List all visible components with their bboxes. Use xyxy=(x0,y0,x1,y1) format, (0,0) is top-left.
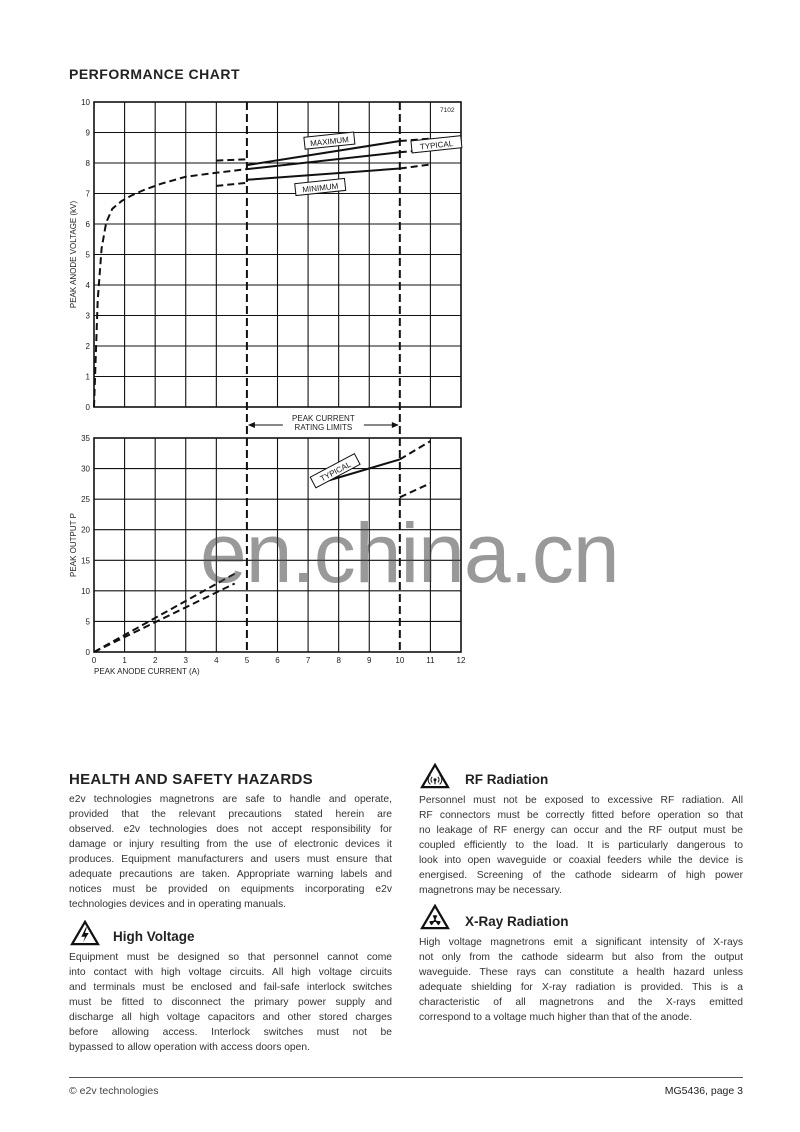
text-line: look into open waveguide or coaxial feeders while the device is xyxy=(419,855,743,866)
text-line: coupled efficiently to the load. It is particularly dangerous to xyxy=(419,840,743,851)
text-line: characteristic of all magnetrons and the X-rays emitted xyxy=(419,997,743,1008)
x-tick-label: 8 xyxy=(336,656,341,665)
y-tick-label: 10 xyxy=(81,586,90,596)
y-tick-label: 0 xyxy=(85,403,90,412)
label-maximum xyxy=(304,132,355,149)
y-axis-label: PEAK OUTPUT P xyxy=(69,513,78,577)
text-line: energised. Screening of the cathode sidearm of high power xyxy=(419,870,743,881)
page-title: PERFORMANCE CHART xyxy=(69,66,241,82)
rf-radiation-warning-icon xyxy=(419,763,451,789)
rating-limits-label: RATING LIMITS xyxy=(294,423,353,432)
text-line: Equipment must be designed so that personnel cannot come xyxy=(69,952,392,963)
text-line: Personnel must not be exposed to excessive RF radiation. All xyxy=(419,795,743,806)
x-tick-label: 11 xyxy=(426,656,435,665)
xray-radiation-heading: X-Ray Radiation xyxy=(465,914,569,929)
xray-radiation-warning-icon xyxy=(419,904,451,930)
series-label: TYPICAL xyxy=(419,139,454,152)
x-axis-label: PEAK ANODE CURRENT (A) xyxy=(94,667,200,676)
label-typical-power xyxy=(310,454,360,488)
x-tick-label: 0 xyxy=(91,656,97,665)
watermark: en.china.cn xyxy=(200,506,619,600)
text-line: and terminals must be enclosed and fail-safe interlock switches xyxy=(69,982,392,993)
series-extension xyxy=(400,441,431,459)
rating-limits-label: PEAK CURRENT xyxy=(292,414,355,423)
series-extension xyxy=(216,159,247,160)
x-tick-label: 5 xyxy=(244,656,250,665)
x-tick-label: 6 xyxy=(275,656,280,665)
text-line: magnetrons may be necessary. xyxy=(419,885,562,896)
text-line: before allowing access. Interlock switches must not be xyxy=(69,1027,392,1038)
y-tick-label: 15 xyxy=(81,556,90,566)
rf-radiation-text xyxy=(419,793,743,898)
text-line: bypassed to allow operation with access doors open. xyxy=(69,1042,310,1053)
text-line: into contact with high voltage circuits. All high voltage circuits xyxy=(69,967,392,978)
series-extension xyxy=(216,183,247,186)
y-tick-label: 4 xyxy=(85,281,90,290)
text-line: High voltage magnetrons emit a significant intensity of X-rays xyxy=(419,937,743,948)
y-tick-label: 8 xyxy=(85,159,90,168)
y-tick-label: 2 xyxy=(85,342,90,351)
footer-copyright: © e2v technologies xyxy=(69,1085,159,1097)
text-line: provided that the relevant precautions stated herein are xyxy=(69,809,392,820)
text-line: technologies devices and in operating manuals. xyxy=(69,899,286,910)
x-tick-label: 3 xyxy=(183,656,188,665)
rf-radiation-heading: RF Radiation xyxy=(465,772,549,787)
series-extension xyxy=(400,165,431,169)
series-label: MAXIMUM xyxy=(309,135,350,149)
y-tick-label: 1 xyxy=(85,372,90,382)
text-line: e2v technologies magnetrons are safe to handle and operate, xyxy=(69,794,392,805)
text-line: discharge all high voltage capacitors and other stored charges xyxy=(69,1012,392,1023)
rating-arrowhead xyxy=(392,422,399,428)
footer-page-number: MG5436, page 3 xyxy=(664,1085,743,1097)
footer-rule xyxy=(69,1077,743,1078)
x-tick-label: 12 xyxy=(456,656,466,665)
y-tick-label: 5 xyxy=(85,617,90,627)
series-extension xyxy=(94,169,247,407)
y-tick-label: 7 xyxy=(85,189,90,199)
high-voltage-heading: High Voltage xyxy=(113,929,195,944)
text-line: no leakage of RF energy can occur and the RF output must be xyxy=(419,825,743,836)
figure-id: 7102 xyxy=(440,107,455,114)
series-label: MINIMUM xyxy=(301,181,339,195)
hazards-heading: HEALTH AND SAFETY HAZARDS xyxy=(69,771,313,788)
text-line: produces. Equipment manufacturers and users must ensure that xyxy=(69,854,392,865)
x-tick-label: 4 xyxy=(214,656,219,665)
y-tick-label: 30 xyxy=(81,464,90,474)
x-tick-label: 2 xyxy=(152,656,158,665)
text-line: adequate precautions are taken. Appropriate warning labels and xyxy=(69,869,392,880)
y-axis-label: PEAK ANODE VOLTAGE (kV) xyxy=(69,200,78,309)
text-line: adequate shielding for X-ray radiation is provided. This is a xyxy=(419,982,743,993)
text-line: RF connectors must be correctly fitted before operation so that xyxy=(419,810,743,821)
series-minimum xyxy=(247,169,400,180)
text-line: waveguide. These rays can constitute a health hazard unless xyxy=(419,967,743,978)
hazards-intro xyxy=(69,792,392,912)
y-tick-label: 6 xyxy=(85,220,90,229)
y-tick-label: 20 xyxy=(81,525,90,535)
high-voltage-warning-icon xyxy=(69,920,101,946)
x-tick-label: 7 xyxy=(305,656,311,665)
y-tick-label: 25 xyxy=(81,495,90,505)
x-tick-label: 10 xyxy=(395,656,405,665)
y-tick-label: 9 xyxy=(85,128,90,138)
label-typical xyxy=(411,136,462,153)
text-line: not only from the cathode sidearm but also from the output xyxy=(419,952,743,963)
y-tick-label: 5 xyxy=(85,250,90,260)
text-line: must be fitted to disconnect the primary power supply and xyxy=(69,997,392,1008)
x-tick-label: 9 xyxy=(367,656,372,665)
y-tick-label: 3 xyxy=(85,311,90,321)
text-line: notices must be provided on equipments incorporating e2v xyxy=(69,884,392,895)
text-line: correspond to a voltage much higher than that of the anode. xyxy=(419,1012,693,1023)
y-tick-label: 0 xyxy=(85,648,90,657)
series-extension xyxy=(400,483,431,497)
xray-radiation-text xyxy=(419,935,743,1025)
text-line: damage or injury resulting from the use of electronic devices it xyxy=(69,839,392,850)
text-line: observed. e2v technologies does not accept responsibility for xyxy=(69,824,392,835)
high-voltage-text xyxy=(69,950,392,1055)
y-tick-label: 35 xyxy=(81,434,90,443)
y-tick-label: 10 xyxy=(81,98,90,107)
series-label: TYPICAL xyxy=(318,459,353,484)
rating-arrowhead xyxy=(248,422,255,428)
x-tick-label: 1 xyxy=(122,656,127,665)
